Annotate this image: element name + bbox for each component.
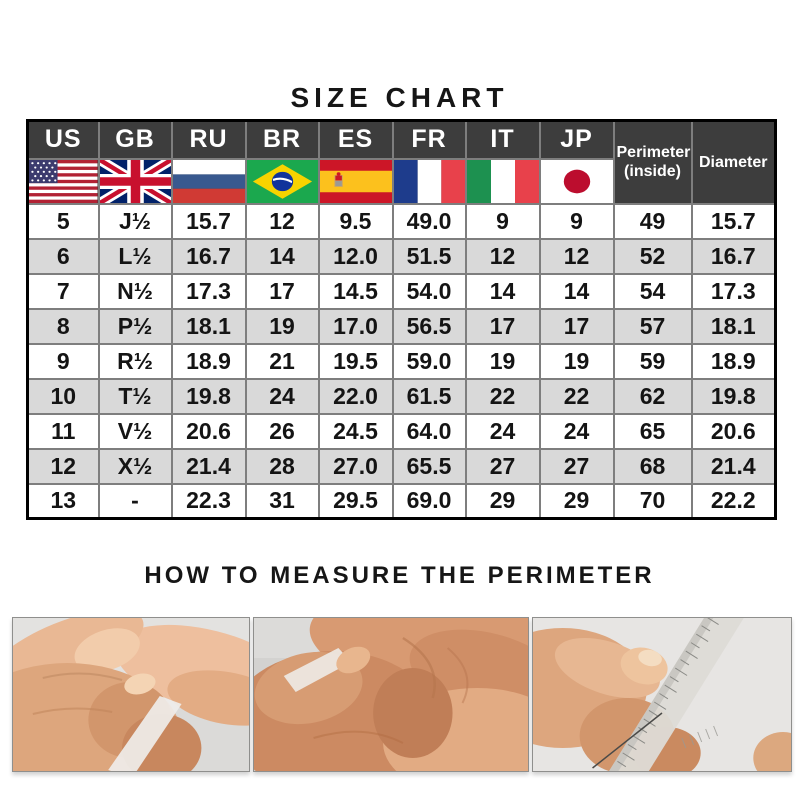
size-cell: 24	[246, 379, 319, 414]
size-cell: 11	[28, 414, 99, 449]
size-cell: 5	[28, 204, 99, 239]
size-cell: 17.3	[172, 274, 246, 309]
size-cell: 8	[28, 309, 99, 344]
size-cell: 9	[466, 204, 540, 239]
size-cell: X½	[99, 449, 172, 484]
size-cell: 65	[614, 414, 692, 449]
col-header-us: US	[28, 121, 99, 159]
size-cell: 13	[28, 484, 99, 519]
gb-flag-icon	[100, 160, 171, 203]
size-cell: 12	[246, 204, 319, 239]
country-code-row	[28, 121, 776, 159]
table-row	[28, 344, 776, 379]
size-cell: 20.6	[692, 414, 776, 449]
size-cell: 57	[614, 309, 692, 344]
table-header	[28, 121, 776, 204]
size-cell: 14	[466, 274, 540, 309]
table-row	[28, 274, 776, 309]
size-cell: 24	[466, 414, 540, 449]
us-flag-icon	[29, 160, 98, 203]
size-cell: 12.0	[319, 239, 393, 274]
size-cell: T½	[99, 379, 172, 414]
size-cell: 7	[28, 274, 99, 309]
size-cell: 31	[246, 484, 319, 519]
size-cell: 24	[540, 414, 614, 449]
table-row	[28, 379, 776, 414]
size-cell: 64.0	[393, 414, 466, 449]
size-cell: 18.1	[172, 309, 246, 344]
size-cell: 22	[466, 379, 540, 414]
ruler-photo-illustration	[533, 618, 791, 771]
col-header-br: BR	[246, 121, 319, 159]
size-cell: V½	[99, 414, 172, 449]
size-cell: N½	[99, 274, 172, 309]
table-row	[28, 239, 776, 274]
size-cell: 19	[466, 344, 540, 379]
size-cell: 14	[246, 239, 319, 274]
size-cell: 70	[614, 484, 692, 519]
size-cell: 52	[614, 239, 692, 274]
size-cell: 54	[614, 274, 692, 309]
size-cell: 49.0	[393, 204, 466, 239]
size-chart-table	[26, 119, 777, 520]
size-cell: 22	[540, 379, 614, 414]
size-cell: 22.3	[172, 484, 246, 519]
wrap-strip-photo-illustration	[13, 618, 249, 771]
size-cell: 21.4	[172, 449, 246, 484]
size-cell: 12	[466, 239, 540, 274]
size-cell: 19.8	[692, 379, 776, 414]
size-cell: L½	[99, 239, 172, 274]
size-cell: 21	[246, 344, 319, 379]
size-cell: 29.5	[319, 484, 393, 519]
size-cell: 17.0	[319, 309, 393, 344]
size-cell: 21.4	[692, 449, 776, 484]
size-cell: 49	[614, 204, 692, 239]
size-cell: 16.7	[172, 239, 246, 274]
col-header-it: IT	[466, 121, 540, 159]
size-cell: 26	[246, 414, 319, 449]
size-cell: 17	[540, 309, 614, 344]
size-cell: 14.5	[319, 274, 393, 309]
size-cell: P½	[99, 309, 172, 344]
size-cell: 17	[466, 309, 540, 344]
size-cell: 6	[28, 239, 99, 274]
page-title: SIZE CHART	[290, 82, 509, 113]
table-row	[28, 484, 776, 519]
size-cell: 29	[466, 484, 540, 519]
size-cell: 15.7	[692, 204, 776, 239]
size-cell: 22.2	[692, 484, 776, 519]
col-header-gb: GB	[99, 121, 172, 159]
size-cell: J½	[99, 204, 172, 239]
size-cell: 9	[540, 204, 614, 239]
size-cell: 27.0	[319, 449, 393, 484]
size-cell: 68	[614, 449, 692, 484]
measure-photos	[12, 617, 795, 772]
size-cell: 19.8	[172, 379, 246, 414]
size-cell: 27	[466, 449, 540, 484]
photo-wrap-strip-around-finger	[12, 617, 250, 772]
size-cell: R½	[99, 344, 172, 379]
size-cell: 12	[28, 449, 99, 484]
size-cell: 17.3	[692, 274, 776, 309]
table-row	[28, 309, 776, 344]
size-cell: 20.6	[172, 414, 246, 449]
size-cell: 65.5	[393, 449, 466, 484]
size-cell: 22.0	[319, 379, 393, 414]
size-cell: 9.5	[319, 204, 393, 239]
size-cell: 62	[614, 379, 692, 414]
col-header-perimeter: Perimeter (inside)	[614, 121, 692, 204]
size-cell: 19	[540, 344, 614, 379]
size-cell: 29	[540, 484, 614, 519]
fr-flag-icon	[394, 160, 465, 203]
photo-measure-with-ruler	[532, 617, 792, 772]
size-cell: 61.5	[393, 379, 466, 414]
size-cell: 17	[246, 274, 319, 309]
es-flag-icon	[320, 160, 392, 203]
br-flag-icon	[247, 160, 318, 203]
size-cell: 69.0	[393, 484, 466, 519]
measure-section-title: HOW TO MEASURE THE PERIMETER	[144, 562, 655, 589]
size-cell: 16.7	[692, 239, 776, 274]
photo-pinch-strip-closeup	[253, 617, 529, 772]
size-cell: 59.0	[393, 344, 466, 379]
col-header-jp: JP	[540, 121, 614, 159]
size-cell: 9	[28, 344, 99, 379]
col-header-es: ES	[319, 121, 393, 159]
table-row	[28, 204, 776, 239]
size-cell: 18.9	[692, 344, 776, 379]
size-cell: 12	[540, 239, 614, 274]
table-row	[28, 449, 776, 484]
it-flag-icon	[467, 160, 539, 203]
size-cell: 56.5	[393, 309, 466, 344]
size-cell: 28	[246, 449, 319, 484]
size-cell: 19	[246, 309, 319, 344]
size-cell: 24.5	[319, 414, 393, 449]
pinch-strip-photo-illustration	[254, 618, 528, 771]
size-cell: 15.7	[172, 204, 246, 239]
size-cell: 14	[540, 274, 614, 309]
size-cell: 54.0	[393, 274, 466, 309]
size-table-body	[28, 204, 776, 519]
col-header-fr: FR	[393, 121, 466, 159]
size-cell: 18.9	[172, 344, 246, 379]
size-cell: 19.5	[319, 344, 393, 379]
size-cell: -	[99, 484, 172, 519]
size-cell: 59	[614, 344, 692, 379]
jp-flag-icon	[541, 160, 613, 203]
col-header-diameter: Diameter	[692, 121, 776, 204]
size-cell: 10	[28, 379, 99, 414]
col-header-ru: RU	[172, 121, 246, 159]
ru-flag-icon	[173, 160, 245, 203]
size-cell: 51.5	[393, 239, 466, 274]
size-cell: 18.1	[692, 309, 776, 344]
table-row	[28, 414, 776, 449]
size-cell: 27	[540, 449, 614, 484]
